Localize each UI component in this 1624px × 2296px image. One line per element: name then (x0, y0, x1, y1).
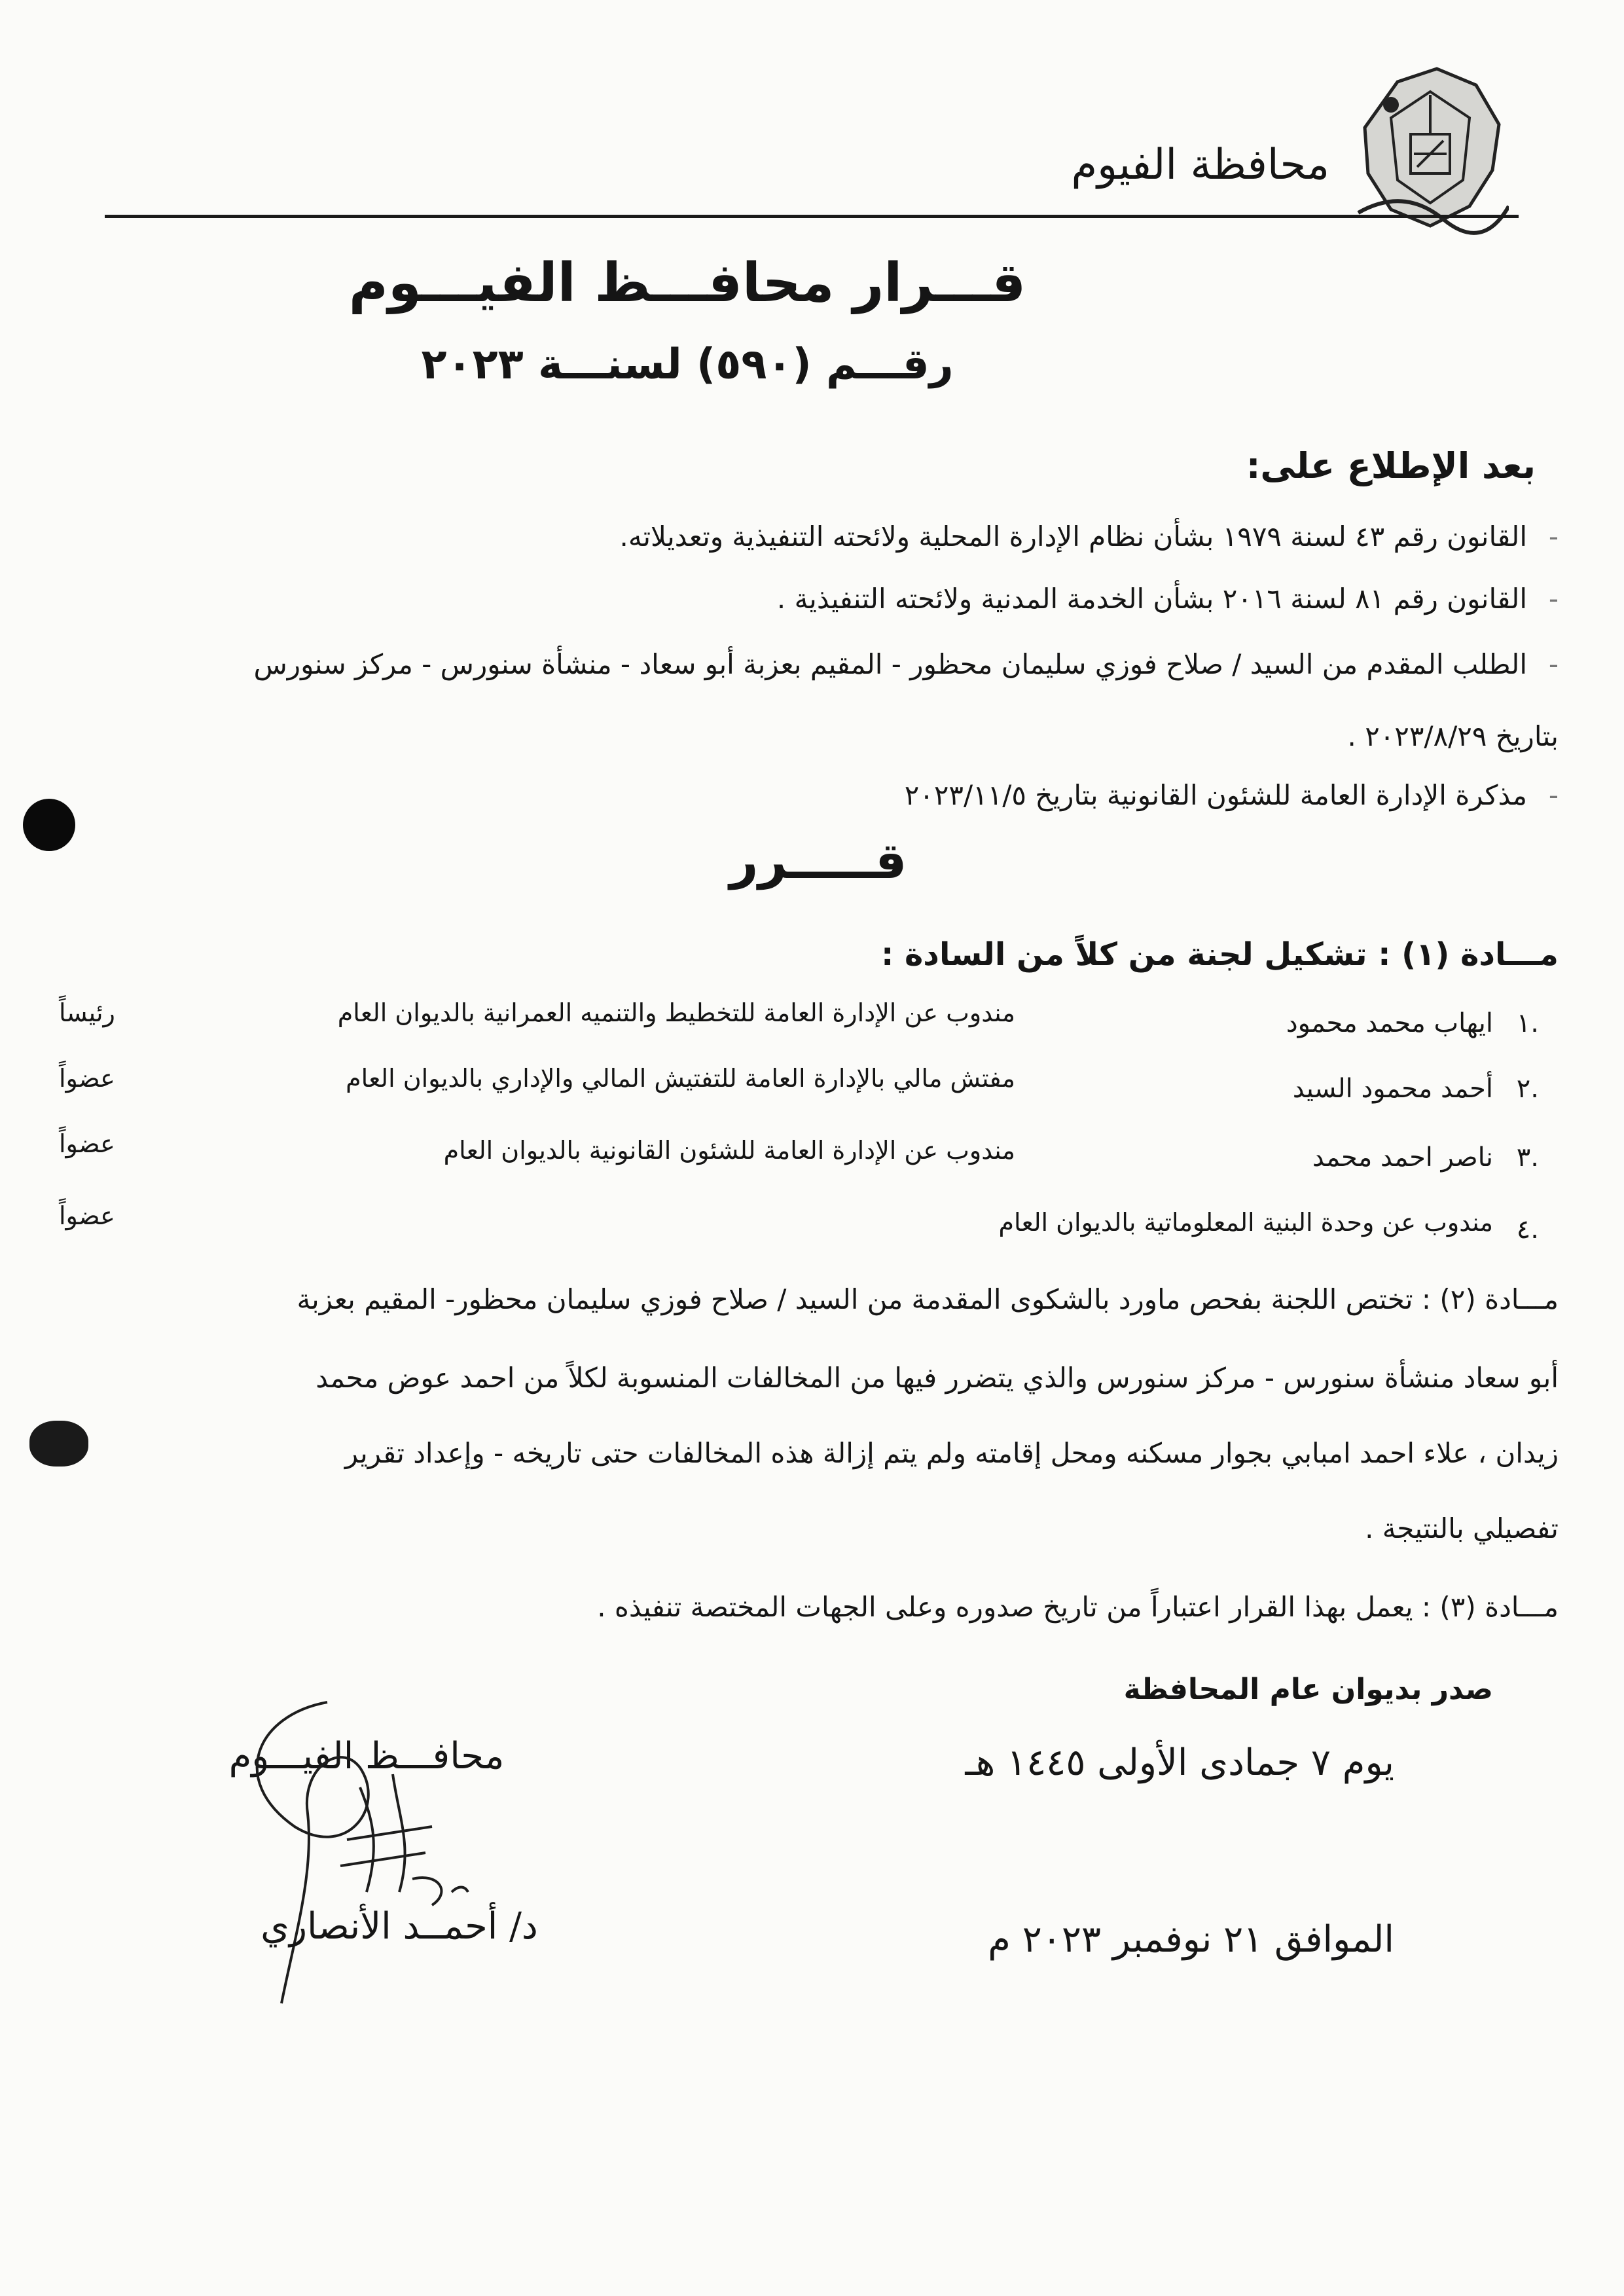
member-number: ٢. (1516, 1074, 1539, 1104)
governor-title: محافـــظ الفيـــوم (228, 1735, 505, 1777)
governor-name: د/ أحمــد الأنصاري (261, 1905, 538, 1948)
issued-at: صدر بديوان عام المحافظة (1123, 1673, 1493, 1706)
preamble-item: -القانون رقم ٤٣ لسنة ١٩٧٩ بشأن نظام الإدارة المحلية ولائحته التنفيذية وتعديلاته. (619, 520, 1559, 553)
article-3: مـــادة (٣) : يعمل بهذا القرار اعتباراً من تاريخ صدوره وعلى الجهات المختصة تنفيذه . (597, 1591, 1559, 1623)
governorate-name: محافظة الفيوم (1071, 141, 1329, 189)
member-role: مندوب عن الإدارة العامة للتخطيط والتنميه العمرانية بالديوان العام (337, 998, 1015, 1027)
member-name: ايهاب محمد محمود (1286, 1008, 1493, 1038)
member-number: ٤. (1516, 1214, 1539, 1245)
ink-blot (23, 799, 75, 851)
member-role: مندوب عن وحدة البنية المعلوماتية بالديوان العام (998, 1208, 1493, 1237)
date-hijri: يوم ٧ جمادى الأولى ١٤٤٥ هـ (965, 1741, 1394, 1784)
handwritten-signature (216, 1676, 517, 2016)
member-position: عضواً (59, 1201, 115, 1230)
member-position: عضواً (59, 1129, 115, 1158)
article-2-line: أبو سعاد منشأة سنورس - مركز سنورس والذي يتضرر فيها من المخالفات المنسوبة لكلاً من احمد عوض محمد (316, 1362, 1559, 1394)
preamble-item: -الطلب المقدم من السيد / صلاح فوزي سليمان محظور - المقيم بعزبة أبو سعاد - منشأة سنورس - مركز سنورس (253, 648, 1559, 680)
member-position: رئيساً (59, 998, 115, 1027)
member-role: مفتش مالي بالإدارة العامة للتفتيش المالي والإداري بالديوان العام (346, 1064, 1015, 1093)
preamble-item-continuation: بتاريخ ٢٠٢٣/٨/٢٩ . (1347, 720, 1559, 752)
member-name: أحمد محمود السيد (1292, 1074, 1493, 1104)
governorate-seal-icon (1352, 56, 1509, 239)
decree-number: رقـــم (٥٩٠) لسنـــة ٢٠٢٣ (421, 340, 954, 389)
date-gregorian: الموافق ٢١ نوفمبر ٢٠٢٣ م (988, 1918, 1394, 1961)
member-name: ناصر احمد محمد (1312, 1142, 1493, 1173)
article-2-line: مـــادة (٢) : تختص اللجنة بفحص ماورد بالشكوى المقدمة من السيد / صلاح فوزي سليمان محظور- المقيم بعزبة (297, 1283, 1559, 1315)
member-number: ٣. (1516, 1142, 1539, 1173)
decree-title: قـــرار محافـــظ الفيـــوم (348, 252, 1026, 314)
preamble-heading: بعد الإطلاع على: (1246, 445, 1536, 486)
article-2-line: تفصيلي بالنتيجة . (1365, 1512, 1559, 1544)
member-position: عضواً (59, 1064, 115, 1093)
decided-heading: قـــــرر (729, 831, 907, 890)
preamble-item: -مذكرة الإدارة العامة للشئون القانونية بتاريخ ٢٠٢٣/١١/٥ (904, 779, 1559, 811)
member-role: مندوب عن الإدارة العامة للشئون القانونية بالديوان العام (443, 1136, 1015, 1165)
header-divider (105, 215, 1519, 218)
preamble-item: -القانون رقم ٨١ لسنة ٢٠١٦ بشأن الخدمة المدنية ولائحته التنفيذية . (776, 583, 1559, 615)
article-1-heading: مـــادة (١) : تشكيل لجنة من كلاً من السادة : (881, 936, 1559, 973)
ink-blot (29, 1421, 88, 1467)
member-number: ١. (1516, 1008, 1539, 1038)
article-2-line: زيدان ، علاء احمد امبابي بجوار مسكنه ومحل إقامته ولم يتم إزالة هذه المخالفات حتى تاريخه - وإعداد تقرير (344, 1437, 1559, 1469)
